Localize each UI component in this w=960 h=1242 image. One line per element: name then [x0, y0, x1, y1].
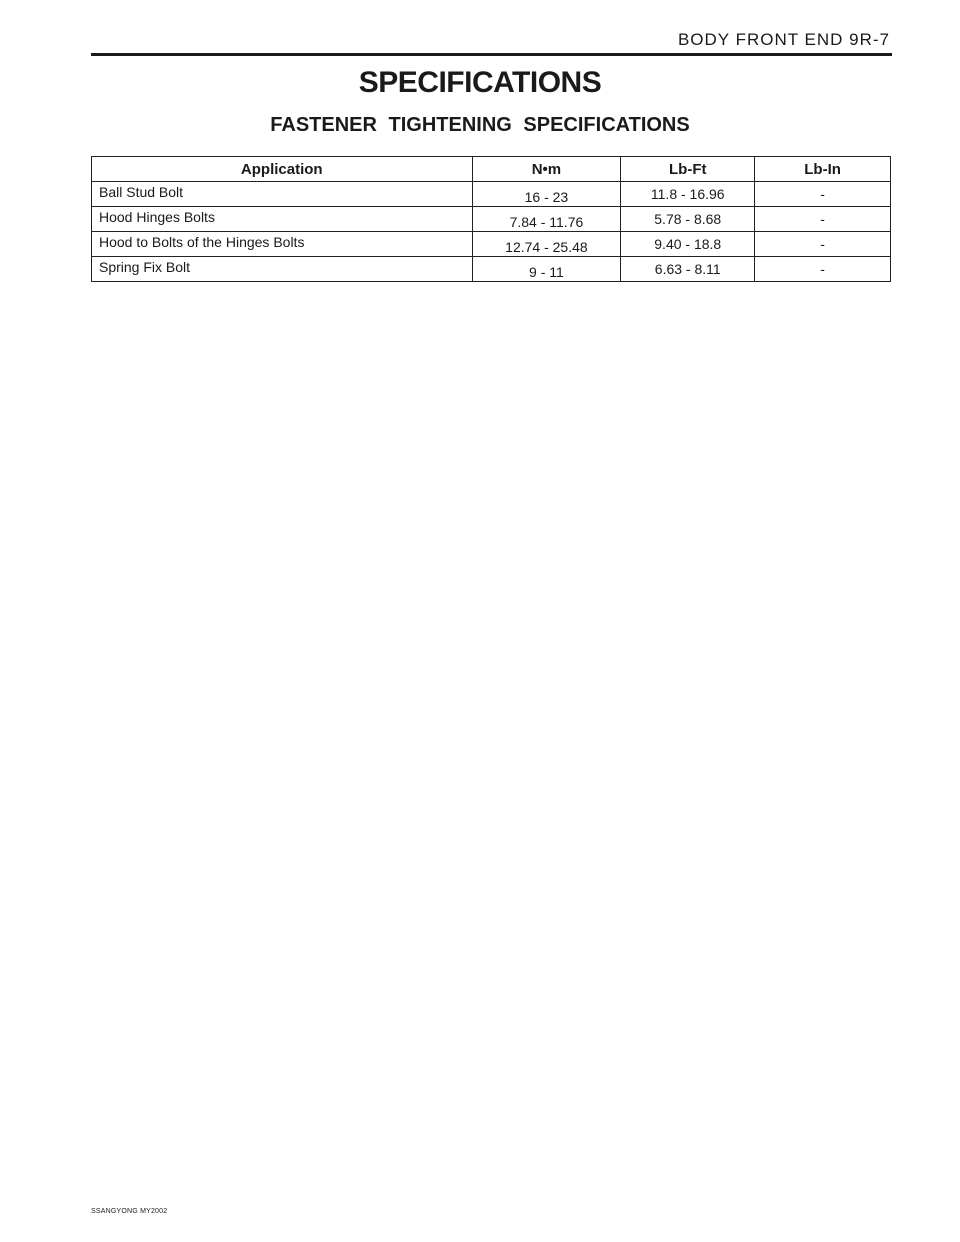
- page-footer: SSANGYONG MY2002: [91, 1208, 168, 1215]
- cell-lbin: -: [755, 207, 891, 232]
- running-header: BODY FRONT END 9R-7: [677, 30, 890, 49]
- column-header-application: Application: [92, 157, 473, 182]
- section-title: FASTENER TIGHTENING SPECIFICATIONS: [270, 114, 690, 136]
- table-row: [92, 257, 891, 282]
- cell-lbft: 6.63 - 8.11: [621, 257, 755, 282]
- cell-application: Spring Fix Bolt: [92, 257, 473, 282]
- cell-lbft: 11.8 - 16.96: [621, 182, 755, 207]
- cell-lbft: 5.78 - 8.68: [621, 207, 755, 232]
- table-row: [92, 207, 891, 232]
- cell-nm: 16 - 23: [472, 182, 621, 207]
- cell-nm: 12.74 - 25.48: [472, 232, 621, 257]
- cell-application: Hood to Bolts of the Hinges Bolts: [92, 232, 473, 257]
- cell-application: Ball Stud Bolt: [92, 182, 473, 207]
- cell-application: Hood Hinges Bolts: [92, 207, 473, 232]
- table-row: [92, 182, 891, 207]
- fastener-spec-table: [91, 156, 891, 282]
- page-title: SPECIFICATIONS: [358, 66, 602, 99]
- cell-lbft: 9.40 - 18.8: [621, 232, 755, 257]
- column-header-lbin: Lb-In: [755, 157, 891, 182]
- table-header-row: [92, 157, 891, 182]
- header-rule: [91, 53, 892, 56]
- cell-lbin: -: [755, 232, 891, 257]
- column-header-lbft: Lb-Ft: [621, 157, 755, 182]
- column-header-nm: N•m: [472, 157, 621, 182]
- cell-nm: 9 - 11: [472, 257, 621, 282]
- cell-nm: 7.84 - 11.76: [472, 207, 621, 232]
- table-row: [92, 232, 891, 257]
- cell-lbin: -: [755, 182, 891, 207]
- cell-lbin: -: [755, 257, 891, 282]
